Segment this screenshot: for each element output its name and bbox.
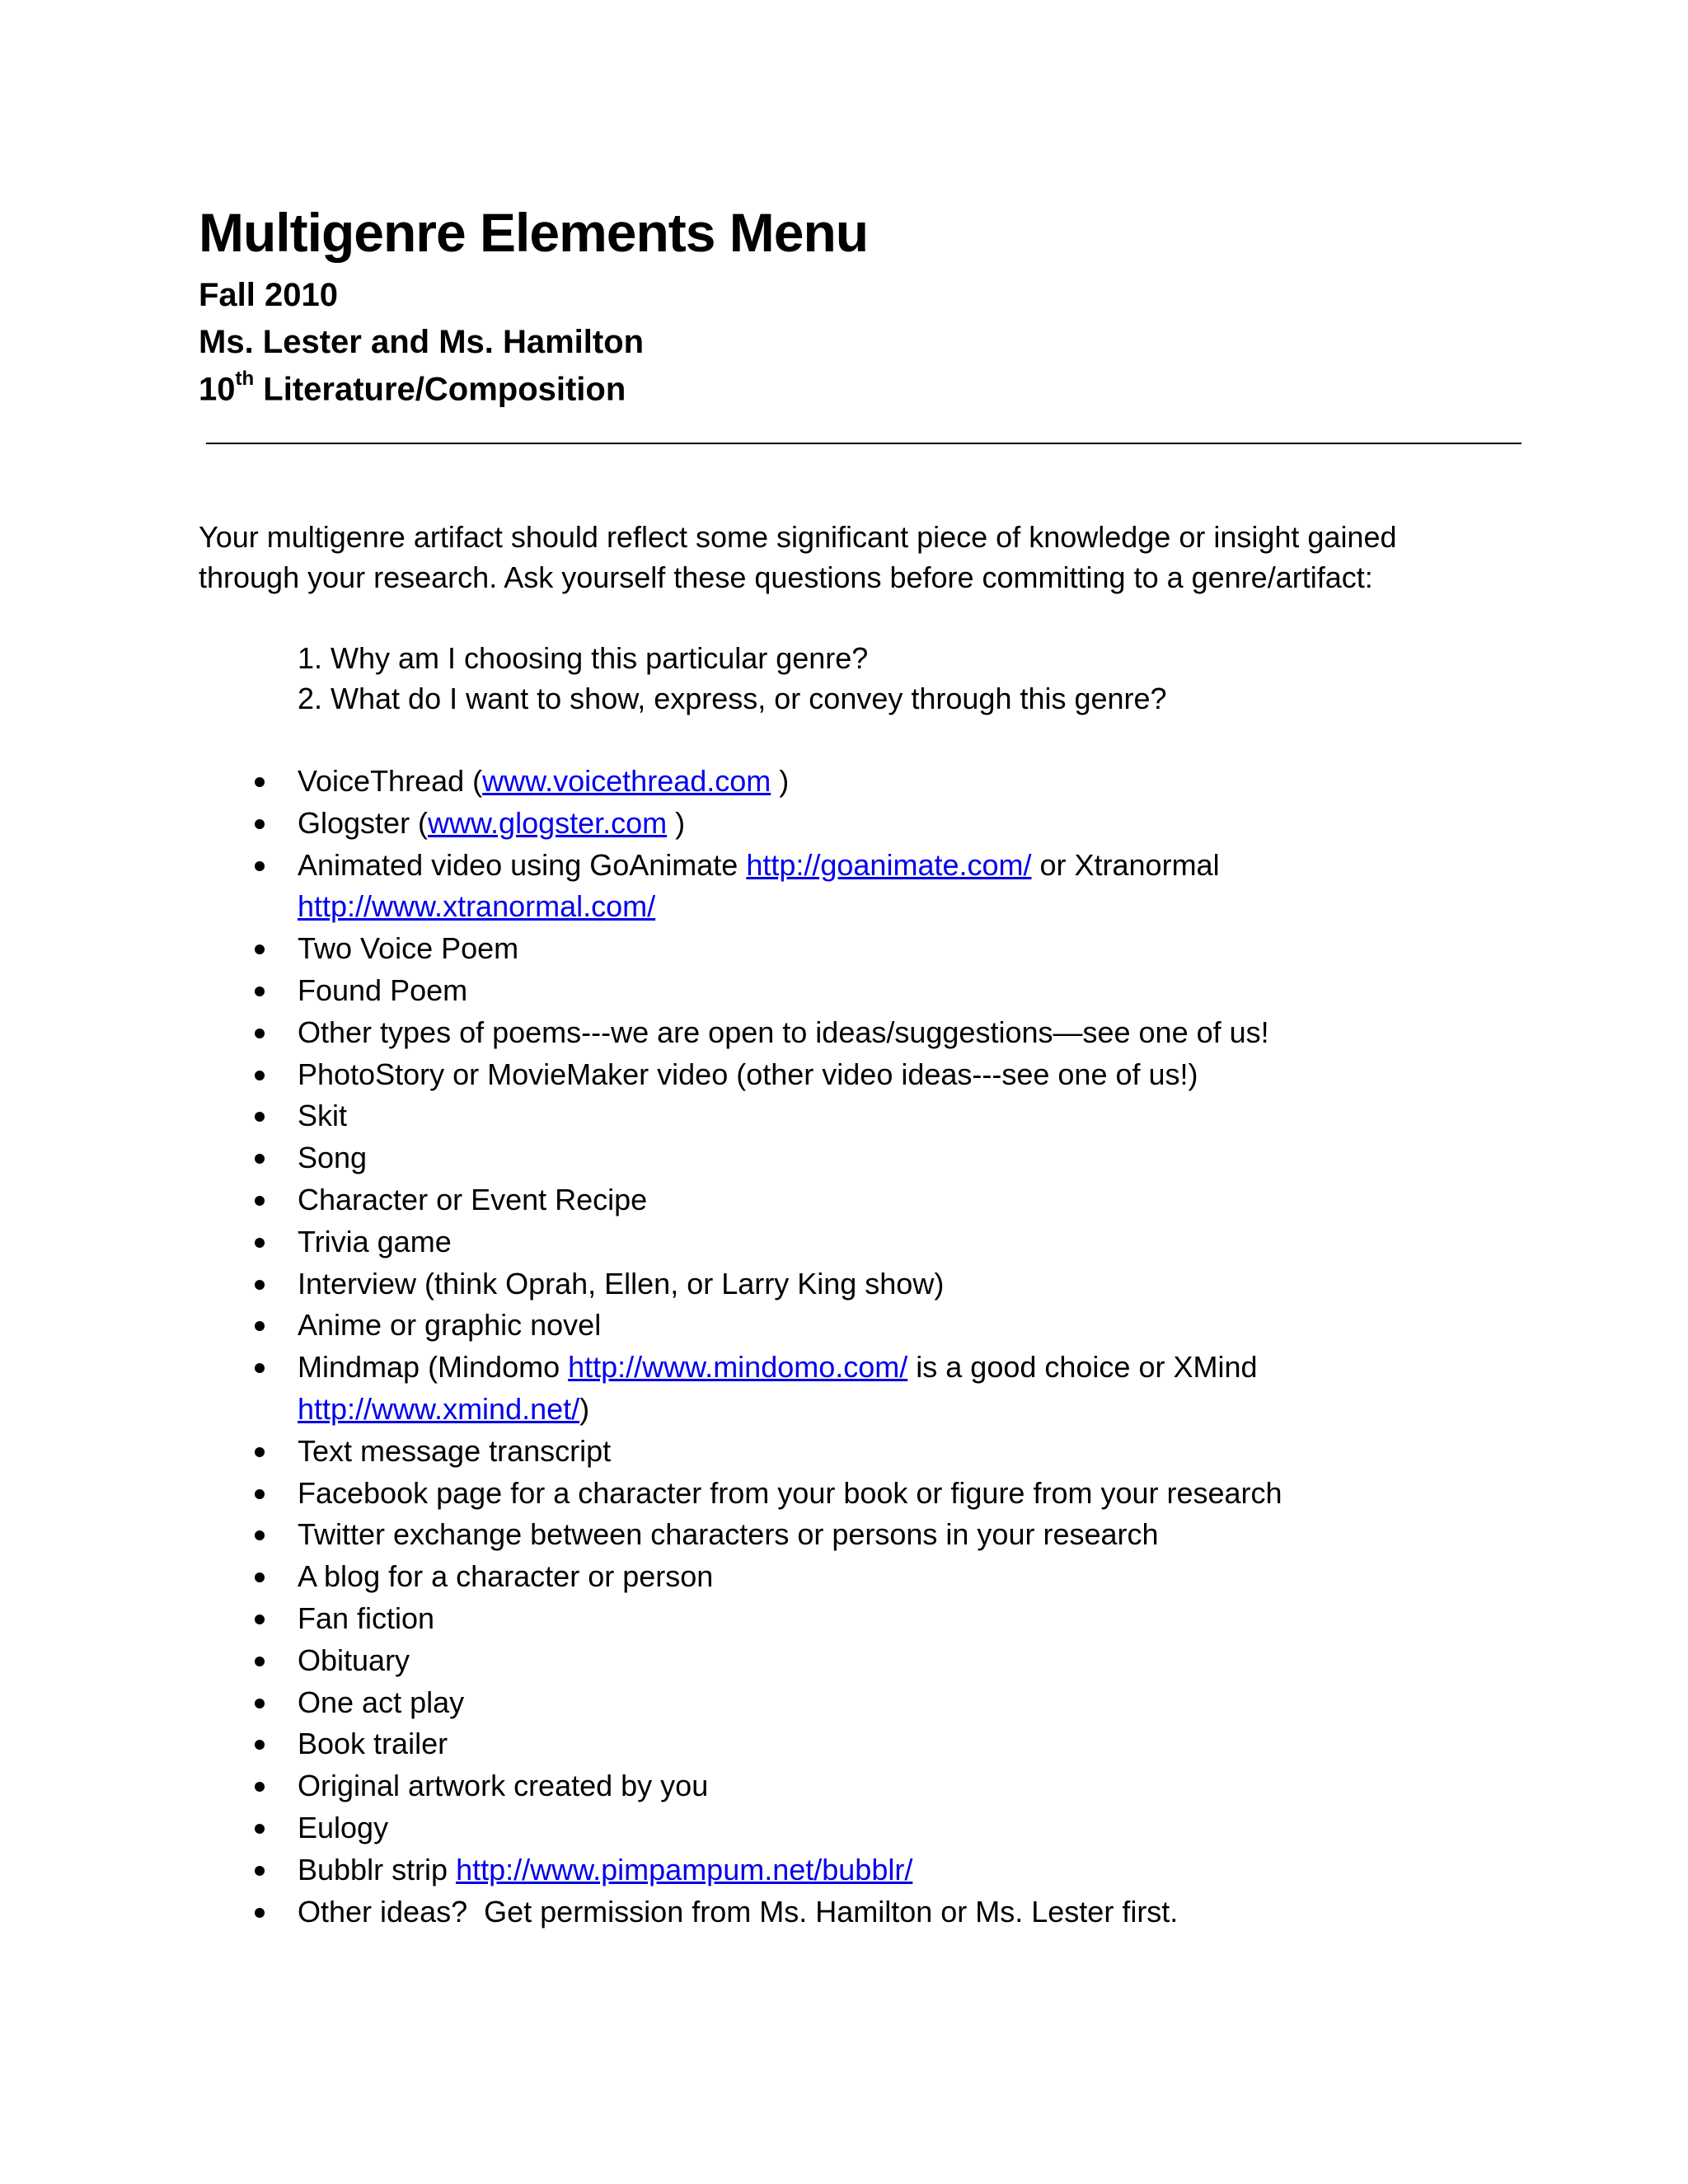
intro-paragraph — [199, 517, 1534, 598]
genre-continuation — [298, 886, 1517, 928]
bullet-icon — [255, 1699, 265, 1708]
bullet-icon — [255, 1657, 265, 1666]
mindomo-link[interactable]: http://www.mindomo.com/ — [568, 1350, 908, 1385]
genre-text: Original artwork created by you — [298, 1769, 709, 1803]
genre-item-bubblr — [298, 1849, 1517, 1891]
genre-text: Glogster ( — [298, 805, 429, 840]
genre-item-artwork — [298, 1765, 1517, 1807]
genre-text: PhotoStory or MovieMaker video (other video ideas---see one of us!) — [298, 1057, 1198, 1091]
intro-line: through your research. Ask yourself these questions before committing to a genre/artifact: — [199, 560, 1373, 594]
questions-list — [298, 638, 1167, 719]
genre-text: Trivia game — [298, 1224, 452, 1258]
question-item: 1. Why am I choosing this particular genre? — [298, 641, 869, 675]
genre-text: Skit — [298, 1099, 348, 1133]
genre-text: Other ideas? Get permission from Ms. Hamilton or Ms. Lester first. — [298, 1894, 1179, 1929]
bubblr-link[interactable]: http://www.pimpampum.net/bubblr/ — [456, 1852, 913, 1886]
genre-text: ) — [667, 805, 686, 840]
bullet-icon — [255, 1447, 265, 1457]
header-divider — [206, 443, 1522, 444]
genre-item-animated-video — [298, 845, 1517, 929]
course-superscript: th — [235, 368, 255, 390]
genre-item-blog — [298, 1556, 1517, 1598]
bullet-icon — [255, 1615, 265, 1624]
teachers-label: Ms. Lester and Ms. Hamilton — [199, 324, 645, 360]
bullet-icon — [255, 1782, 265, 1792]
course-label — [199, 368, 626, 408]
bullet-icon — [255, 1029, 265, 1038]
bullet-icon — [255, 987, 265, 996]
genre-item-twitter — [298, 1514, 1517, 1556]
genre-text: Anime or graphic novel — [298, 1308, 602, 1343]
xtranormal-link[interactable]: http://www.xtranormal.com/ — [298, 889, 656, 924]
genre-item-obituary — [298, 1640, 1517, 1682]
bullet-icon — [255, 1363, 265, 1373]
genre-text: Found Poem — [298, 972, 468, 1007]
genre-item-recipe — [298, 1179, 1517, 1221]
intro-line: Your multigenre artifact should reflect some significant piece of knowledge or insight gained — [199, 520, 1397, 554]
genre-item-trivia — [298, 1221, 1517, 1263]
bullet-icon — [255, 1196, 265, 1206]
genre-item-photostory — [298, 1054, 1517, 1096]
genre-item-one-act-play — [298, 1682, 1517, 1724]
genre-item-anime — [298, 1305, 1517, 1347]
bullet-icon — [255, 1489, 265, 1499]
genre-text: Twitter exchange between characters or persons in your research — [298, 1517, 1159, 1552]
genre-item-other-ideas — [298, 1891, 1517, 1933]
genre-item-text-message — [298, 1431, 1517, 1473]
genre-text: One act play — [298, 1685, 465, 1719]
genre-text: Two Voice Poem — [298, 931, 519, 966]
genre-text: Mindmap (Mindomo — [298, 1350, 569, 1385]
genre-text: Other types of poems---we are open to ideas/suggestions—see one of us! — [298, 1015, 1269, 1049]
genre-item-mindmap — [298, 1347, 1517, 1431]
genre-item-fan-fiction — [298, 1598, 1517, 1640]
voicethread-link[interactable]: www.voicethread.com — [482, 764, 771, 798]
bullet-icon — [255, 1280, 265, 1290]
bullet-icon — [255, 944, 265, 954]
bullet-icon — [255, 1071, 265, 1080]
bullet-icon — [255, 861, 265, 871]
genre-text: Text message transcript — [298, 1433, 612, 1468]
genre-item-glogster — [298, 803, 1517, 845]
genre-item-two-voice-poem — [298, 928, 1517, 970]
genre-item-other-poems — [298, 1012, 1517, 1054]
genre-list — [298, 761, 1517, 1933]
bullet-icon — [255, 1572, 265, 1582]
genre-text: Book trailer — [298, 1727, 448, 1761]
genre-text: ) — [579, 1391, 590, 1426]
genre-text: or Xtranormal — [1031, 847, 1220, 882]
genre-item-skit — [298, 1095, 1517, 1137]
genre-text: Character or Event Recipe — [298, 1182, 648, 1216]
bullet-icon — [255, 1908, 265, 1918]
genre-text: Fan fiction — [298, 1601, 435, 1635]
bullet-icon — [255, 1740, 265, 1750]
genre-text: ) — [771, 764, 790, 798]
genre-text: Eulogy — [298, 1810, 389, 1844]
genre-text: VoiceThread ( — [298, 764, 483, 798]
genre-text: Facebook page for a character from your book or figure from your research — [298, 1475, 1282, 1510]
glogster-link[interactable]: www.glogster.com — [428, 805, 668, 840]
page-title: Multigenre Elements Menu — [199, 202, 869, 263]
genre-item-found-poem — [298, 970, 1517, 1012]
genre-text: Song — [298, 1141, 368, 1175]
genre-item-eulogy — [298, 1807, 1517, 1849]
genre-text: Animated video using GoAnimate — [298, 847, 747, 882]
genre-item-facebook — [298, 1473, 1517, 1515]
goanimate-link[interactable]: http://goanimate.com/ — [746, 847, 1032, 882]
course-name: Literature/Composition — [254, 371, 626, 408]
bullet-icon — [255, 1238, 265, 1248]
genre-text: Bubblr strip — [298, 1852, 457, 1886]
genre-item-book-trailer — [298, 1723, 1517, 1765]
genre-text: A blog for a character or person — [298, 1559, 714, 1594]
bullet-icon — [255, 1321, 265, 1331]
genre-text: Obituary — [298, 1643, 410, 1677]
bullet-icon — [255, 1112, 265, 1122]
genre-text: is a good choice or XMind — [907, 1350, 1258, 1385]
question-item: 2. What do I want to show, express, or convey through this genre? — [298, 682, 1167, 715]
xmind-link[interactable]: http://www.xmind.net/ — [298, 1391, 580, 1426]
genre-item-interview — [298, 1263, 1517, 1305]
bullet-icon — [255, 1866, 265, 1876]
course-number: 10 — [199, 371, 236, 408]
term-label: Fall 2010 — [199, 277, 339, 313]
bullet-icon — [255, 819, 265, 829]
bullet-icon — [255, 1154, 265, 1164]
bullet-icon — [255, 1824, 265, 1834]
genre-item-voicethread — [298, 761, 1517, 803]
genre-text: Interview (think Oprah, Ellen, or Larry King show) — [298, 1266, 945, 1301]
genre-continuation — [298, 1389, 1517, 1431]
bullet-icon — [255, 1530, 265, 1540]
genre-item-song — [298, 1137, 1517, 1179]
bullet-icon — [255, 777, 265, 787]
